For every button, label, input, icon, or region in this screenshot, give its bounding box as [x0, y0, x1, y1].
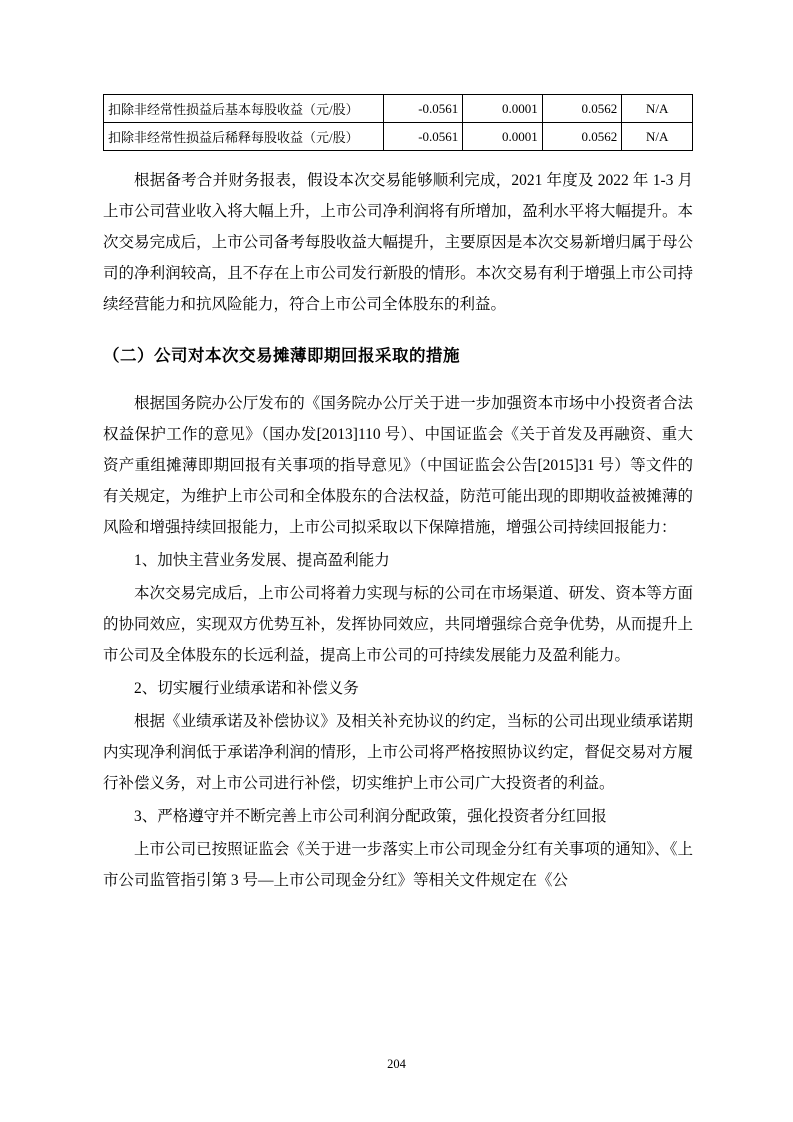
paragraph-compensation: 根据《业绩承诺及补偿协议》及相关补充协议的约定，当标的公司出现业绩承诺期内实现净利润低于承诺净利润的情形，上市公司将严格按照协议约定，督促交易对方履行补偿义务，对上市公司进行补偿，切实维护上市公司广大投资者的利益。 [103, 713, 693, 792]
table-cell-value: 0.0562 [542, 123, 622, 151]
table-row [104, 123, 693, 151]
paragraph-dividend-policy: 上市公司已按照证监会《关于进一步落实上市公司现金分红有关事项的通知》、《上市公司监管指引第 3 号—上市公司现金分红》等相关文件规定在《公 [103, 841, 693, 889]
eps-table [103, 94, 693, 151]
table-cell-value: -0.0561 [383, 123, 463, 151]
table-cell-value: N/A [622, 95, 693, 123]
list-item-2: 2、切实履行业绩承诺和补偿义务 [134, 680, 359, 697]
page-number: 204 [387, 1057, 406, 1071]
table-cell-value: N/A [622, 123, 693, 151]
paragraph-regulations: 根据国务院办公厅发布的《国务院办公厅关于进一步加强资本市场中小投资者合法权益保护工作的意见》（国办发[2013]110 号）、中国证监会《关于首发及再融资、重大资产重组摊薄即期回报有关事项的指导意见》（中国证监会公告[2015]31 号）等文件的有关规定，为维护上市公司和全体股东的合法权益，防范可能出现的即期收益被摊薄的风险和增强持续回报能力，上市公司拟采取以下保障措施，增强公司持续回报能力： [103, 395, 693, 536]
paragraph-pro-forma-summary: 根据备考合并财务报表，假设本次交易能够顺利完成，2021 年度及 2022 年 1-3 月上市公司营业收入将大幅上升，上市公司净利润将有所增加，盈利水平将大幅提升。本次交易完成后，上市公司备考每股收益大幅提升，主要原因是本次交易新增归属于母公司的净利润较高，且不存在上市公司发行新股的情形。本次交易有利于增强上市公司持续经营能力和抗风险能力，符合上市公司全体股东的利益。 [103, 172, 693, 313]
page-content [103, 94, 693, 898]
paragraph-synergy: 本次交易完成后，上市公司将着力实现与标的公司在市场渠道、研发、资本等方面的协同效应，实现双方优势互补，发挥协同效应，共同增强综合竞争优势，从而提升上市公司及全体股东的长远利益，提高上市公司的可持续发展能力及盈利能力。 [103, 585, 693, 664]
list-item-1: 1、加快主营业务发展、提高盈利能力 [134, 552, 390, 569]
table-row-label: 扣除非经常性损益后稀释每股收益（元/股） [104, 123, 384, 151]
table-cell-value: -0.0561 [383, 95, 463, 123]
list-item-3: 3、严格遵守并不断完善上市公司利润分配政策，强化投资者分红回报 [134, 808, 607, 825]
table-cell-value: 0.0562 [542, 95, 622, 123]
table-row-label: 扣除非经常性损益后基本每股收益（元/股） [104, 95, 384, 123]
table-row [104, 95, 693, 123]
section-heading: （二）公司对本次交易摊薄即期回报采取的措施 [103, 347, 460, 365]
table-cell-value: 0.0001 [463, 123, 543, 151]
table-cell-value: 0.0001 [463, 95, 543, 123]
